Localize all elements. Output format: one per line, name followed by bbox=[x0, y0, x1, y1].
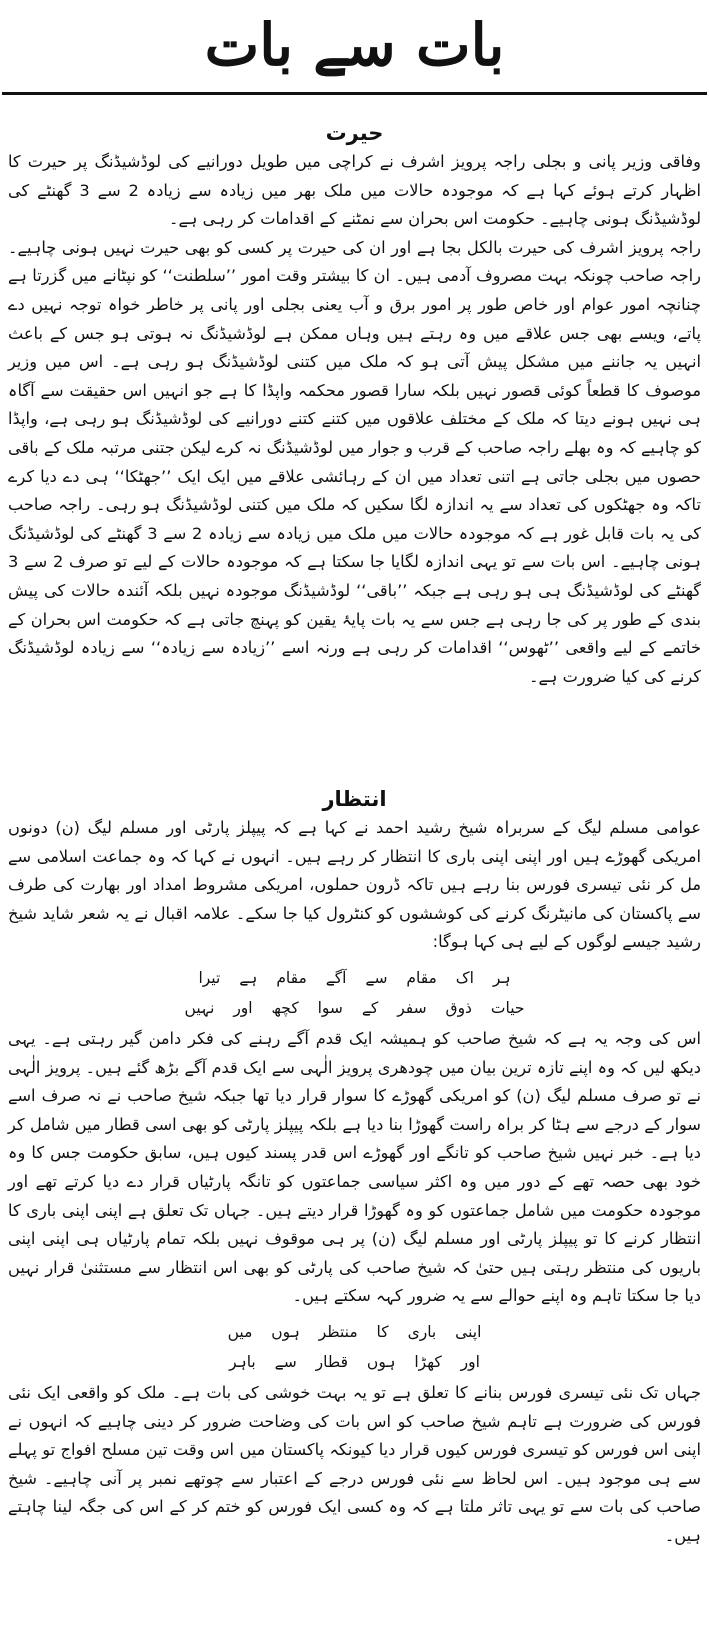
paragraph: وفاقی وزیر پانی و بجلی راجہ پرویز اشرف نے کراچی میں طویل دورانیے کی لوڈشیڈنگ پر حیرت کا اظہار کرتے ہوئے کہا ہے کہ موجودہ حالات میں ملک بھر میں زیادہ سے زیادہ 2 سے 3 گھنٹے کی لوڈشیڈنگ ہونی چاہیے۔ حکومت اس بحران سے نمٹنے کے اقدامات کر رہی ہے۔ bbox=[8, 152, 702, 229]
verse-block bbox=[8, 963, 701, 1023]
section-intezar bbox=[8, 784, 701, 1550]
column-title: بات سے بات bbox=[204, 11, 505, 79]
section-heading: حیرت bbox=[325, 121, 384, 145]
paragraph: راجہ پرویز اشرف کی حیرت بالکل بجا ہے اور ان کی حیرت پر کسی کو بھی حیرت نہیں ہونی چاہیے۔ راجہ صاحب چونکہ بہت مصروف آدمی ہیں۔ ان کا بیشتر وقت امور ’’سلطنت‘‘ کو نپٹانے میں گزرتا ہے چنانچہ امور عوام اور خاص طور پر امور برق و آب یعنی بجلی اور پانی پر خاطر خواہ توجہ نہیں دے پاتے، ویسے بھی جس علاقے میں وہ رہتے ہیں وہاں ممکن ہے لوڈشیڈنگ نہ ہوتی ہو جس کے باعث انہیں یہ جاننے میں مشکل پیش آتی ہو کہ ملک میں کتنی لوڈشیڈنگ ہو رہی ہے۔ اس میں وزیر موصوف کا قطعاً کوئی قصور نہیں بلکہ سارا قصور محکمہ واپڈا کا ہے جو انہیں اس حقیقت سے آگاہ ہی نہیں ہونے دیتا کہ ملک کے مختلف علاقوں میں کتنے کتنے دورانیے کی لوڈشیڈنگ ہو رہی ہے، واپڈا کو چاہیے کہ وہ بھلے راجہ صاحب کے قرب و جوار میں لوڈشیڈنگ نہ کرے لیکن جتنی مرتبہ ملک کے باقی حصوں میں بجلی جاتی ہے اتنی تعداد میں ان کے رہائشی علاقے میں ایک ایک ’’جھٹکا‘‘ ہی دے دیا کرے تاکہ وہ جھٹکوں کی تعداد سے یہ اندازہ لگا سکیں کہ ملک میں کتنی لوڈشیڈنگ ہو رہی۔ راجہ صاحب کی یہ بات قابل غور ہے کہ موجودہ حالات میں ملک میں زیادہ سے زیادہ 2 سے 3 گھنٹے کی لوڈشیڈنگ ہونی چاہیے۔ اس بات سے تو یہی اندازہ لگایا جا سکتا ہے کہ موجودہ حالات کے لیے تو صرف 2 سے 3 گھنٹے کی لوڈشیڈنگ ہی ہو رہی ہے جبکہ ’’باقی‘‘ لوڈشیڈنگ موجودہ نہیں بلکہ آئندہ حالات کی پیش بندی کے طور پر کی جا رہی ہے جس سے یہ بات پایۂ یقین کو پہنچ جاتی ہے کہ حکومت اس بحران کے خاتمے کے لیے واقعی ’’ٹھوس‘‘ اقدامات کر رہی ہے ورنہ اسے ’’زیادہ سے زیادہ‘‘ سے زیادہ لوڈشیڈنگ کرنے کی کیا ضرورت ہے۔ bbox=[8, 237, 702, 686]
verse-line: اور کھڑا ہوں قطار سے باہر bbox=[229, 1352, 480, 1371]
verse-line: اپنی باری کا منتظر ہوں میں bbox=[227, 1322, 482, 1341]
section-hairat bbox=[8, 118, 701, 691]
paragraph: اس کی وجہ یہ ہے کہ شیخ صاحب کو ہمیشہ ایک قدم آگے رہنے کی فکر دامن گیر رہتی ہے۔ یہی دیکھ لیں کہ وہ اپنے تازہ ترین بیان میں چودھری پرویز الٰہی سے ایک قدم آگے بڑھ گئے ہیں۔ پرویز الٰہی نے تو صرف مسلم لیگ (ن) کو امریکی گھوڑے کا سوار قرار دیا تھا جبکہ شیخ صاحب نے نہ صرف اسے سوار کے درجے سے ہٹا کر براہ راست گھوڑا بنا دیا ہے بلکہ پیپلز پارٹی کو بھی اسی قطار میں شامل کر دیا ہے۔ خبر نہیں شیخ صاحب کو تانگے اور گھوڑے اس قدر پسند کیوں ہیں، سابق حکومت جس کا وہ خود بھی حصہ تھے کے دور میں وہ اکثر سیاسی جماعتوں کو تانگہ پارٹیاں قرار دے دیا کرتے تھے اور موجودہ حکومت میں شامل جماعتوں کو وہ گھوڑا قرار دیتے ہیں۔ جہاں تک تعلق ہے اپنی اپنی باری کا انتظار کرنے کا تو پیپلز پارٹی اور مسلم لیگ (ن) پر ہی موقوف نہیں بلکہ تمام پارٹیاں ہی اپنی اپنی باریوں کی منتظر رہتی ہیں حتیٰ کہ شیخ صاحب کی پارٹی کو بھی اس انتظار سے مستثنیٰ قرار نہیں دیا جا سکتا تاہم وہ اپنے حوالے سے یہ ضرور کہہ سکتے ہیں۔ bbox=[8, 1028, 701, 1306]
paragraph: جہاں تک نئی تیسری فورس بنانے کا تعلق ہے تو یہ بہت خوشی کی بات ہے۔ ملک کو واقعی ایک نئی فورس کی ضرورت ہے تاہم شیخ صاحب کو اس بات کی وضاحت ضرور کر دینی چاہیے کہ انہوں نے اپنی اس فورس کو تیسری فورس کیوں قرار دیا کیونکہ پاکستان میں اس وقت تین مسلح افواج تو پہلے سے ہی موجود ہیں۔ اس لحاظ سے نئی فورس درجے کے اعتبار سے چوتھے نمبر پر آنی چاہیے۔ شیخ صاحب کی بات سے تو یہی تاثر ملتا ہے کہ وہ کسی ایک فورس کو ختم کر کے اس کی جگہ لینا چاہتے ہیں۔ bbox=[8, 1382, 701, 1545]
verse-line: ہر اک مقام سے آگے مقام ہے تیرا bbox=[198, 968, 511, 987]
masthead bbox=[0, 0, 709, 92]
paragraph: عوامی مسلم لیگ کے سربراہ شیخ رشید احمد نے کہا ہے کہ پیپلز پارٹی اور مسلم لیگ (ن) دونوں امریکی گھوڑے ہیں اور اپنی اپنی باری کا انتظار کر رہے ہیں۔ انہوں نے کہا کہ وہ جماعت اسلامی سے مل کر نئی تیسری فورس بنا رہے ہیں تاکہ ڈرون حملوں، امریکی مشروط امداد اور بھارت کی طرف سے پاکستان کی مانیٹرنگ کرنے کی کوششوں کو کنٹرول کیا جا سکے۔ علامہ اقبال نے یہ شعر شاید شیخ رشید جیسے لوگوں کے لیے ہی کہا ہوگا: bbox=[8, 818, 701, 952]
verse-block bbox=[8, 1317, 701, 1377]
verse-line: حیات ذوق سفر کے سوا کچھ اور نہیں bbox=[184, 998, 525, 1017]
title-divider bbox=[2, 92, 707, 95]
section-heading: انتظار bbox=[322, 787, 387, 811]
